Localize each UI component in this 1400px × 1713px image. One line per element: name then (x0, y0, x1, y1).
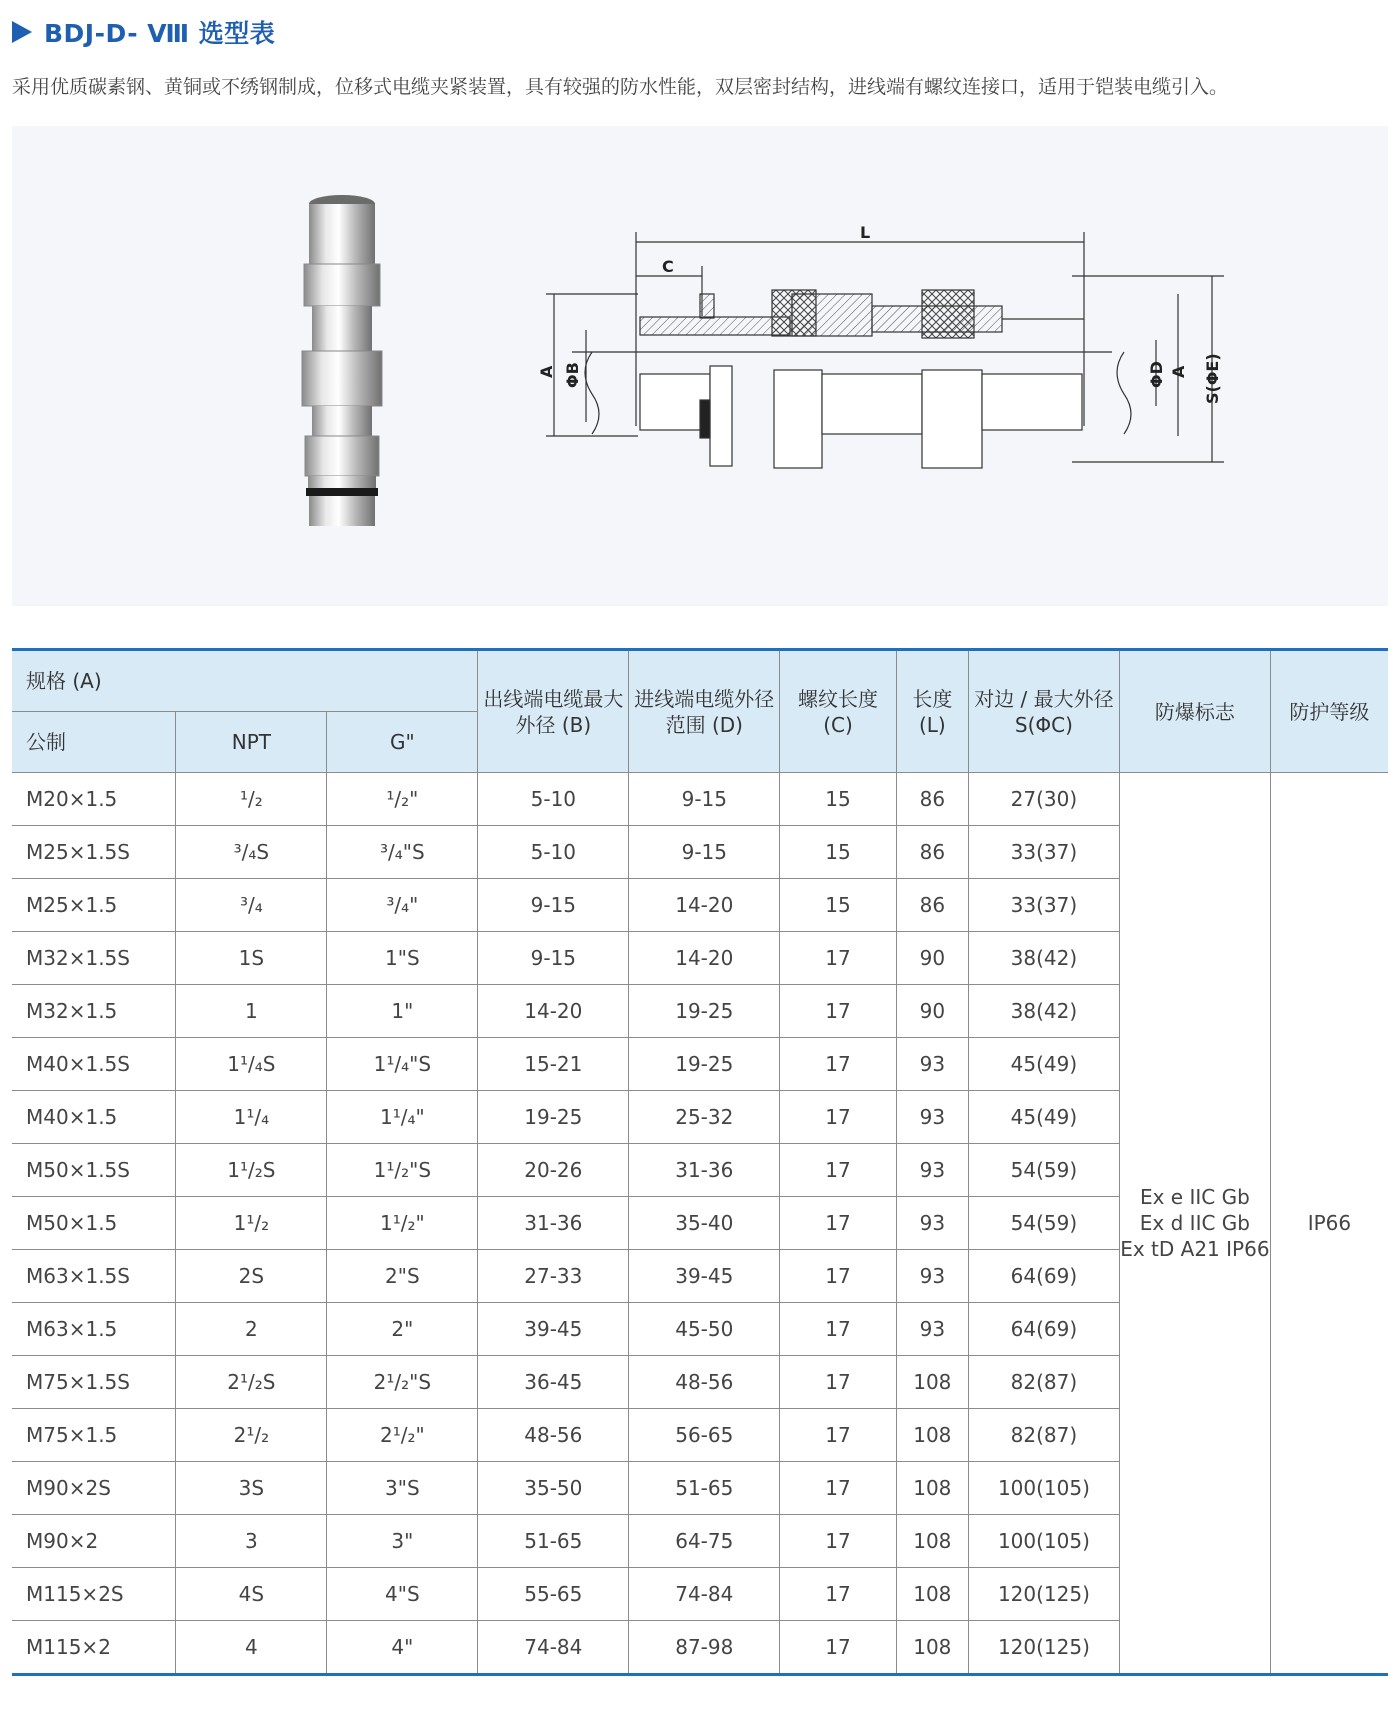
page-title: BDJ-D- Ⅷ 选型表 (44, 19, 276, 48)
selection-table (12, 648, 1388, 1676)
cell-c: 17 (780, 1515, 896, 1568)
label-A-right: A (1169, 365, 1188, 378)
cell-b: 5-10 (478, 773, 629, 826)
cell-l: 108 (896, 1621, 968, 1675)
cell-metric: M63×1.5S (12, 1250, 176, 1303)
label-D: ΦD (1147, 361, 1166, 388)
header-c: 螺纹长度 (C) (780, 650, 896, 773)
label-C: C (662, 257, 674, 276)
cell-b: 51-65 (478, 1515, 629, 1568)
cell-l: 90 (896, 932, 968, 985)
header-g: G" (327, 712, 478, 773)
marking-line: Ex d IIC Gb (1139, 1211, 1250, 1235)
cell-c: 17 (780, 1144, 896, 1197)
cell-g: 1¹/₂" (327, 1197, 478, 1250)
cell-g: 2¹/₂" (327, 1409, 478, 1462)
cell-l: 93 (896, 1144, 968, 1197)
cell-l: 108 (896, 1356, 968, 1409)
cell-npt: 4S (176, 1568, 327, 1621)
cell-c: 17 (780, 1303, 896, 1356)
header-b: 出线端电缆最大外径 (B) (478, 650, 629, 773)
cell-npt: 1 (176, 985, 327, 1038)
cell-l: 108 (896, 1515, 968, 1568)
cell-l: 108 (896, 1568, 968, 1621)
cell-s: 64(69) (968, 1250, 1119, 1303)
cell-d: 74-84 (629, 1568, 780, 1621)
product-figure-panel (12, 126, 1388, 606)
cell-d: 51-65 (629, 1462, 780, 1515)
cell-l: 93 (896, 1197, 968, 1250)
cell-d: 19-25 (629, 985, 780, 1038)
section-heading (12, 14, 275, 50)
cell-l: 108 (896, 1409, 968, 1462)
cell-c: 17 (780, 1038, 896, 1091)
cell-g: 1¹/₄" (327, 1091, 478, 1144)
cell-c: 17 (780, 1462, 896, 1515)
cell-npt: 4 (176, 1621, 327, 1675)
cell-l: 86 (896, 879, 968, 932)
cell-d: 9-15 (629, 773, 780, 826)
cell-npt: 1¹/₂ (176, 1197, 327, 1250)
explosion-marking-cell (1119, 773, 1270, 1675)
cell-g: ¹/₂" (327, 773, 478, 826)
cell-c: 17 (780, 1621, 896, 1675)
cell-d: 48-56 (629, 1356, 780, 1409)
cell-l: 86 (896, 773, 968, 826)
cell-d: 56-65 (629, 1409, 780, 1462)
cell-s: 82(87) (968, 1409, 1119, 1462)
cell-metric: M25×1.5 (12, 879, 176, 932)
cell-b: 36-45 (478, 1356, 629, 1409)
cell-s: 120(125) (968, 1568, 1119, 1621)
cell-g: 2" (327, 1303, 478, 1356)
cell-g: ³/₄"S (327, 826, 478, 879)
cell-g: 4"S (327, 1568, 478, 1621)
cell-g: 1"S (327, 932, 478, 985)
label-B: ΦB (563, 362, 582, 388)
cell-metric: M40×1.5S (12, 1038, 176, 1091)
cell-metric: M90×2 (12, 1515, 176, 1568)
header-ip: 防护等级 (1270, 650, 1388, 773)
cell-g: 2¹/₂"S (327, 1356, 478, 1409)
cell-c: 17 (780, 1197, 896, 1250)
cell-npt: ³/₄ (176, 879, 327, 932)
cell-b: 15-21 (478, 1038, 629, 1091)
cell-g: 2"S (327, 1250, 478, 1303)
cell-b: 55-65 (478, 1568, 629, 1621)
cell-b: 14-20 (478, 985, 629, 1038)
cell-d: 25-32 (629, 1091, 780, 1144)
cell-metric: M115×2 (12, 1621, 176, 1675)
cell-metric: M115×2S (12, 1568, 176, 1621)
cell-b: 19-25 (478, 1091, 629, 1144)
cell-npt: 1¹/₂S (176, 1144, 327, 1197)
cell-g: 1¹/₂"S (327, 1144, 478, 1197)
cell-npt: 2¹/₂S (176, 1356, 327, 1409)
cell-npt: 3S (176, 1462, 327, 1515)
header-d: 进线端电缆外径范围 (D) (629, 650, 780, 773)
cell-d: 64-75 (629, 1515, 780, 1568)
cell-g: 3"S (327, 1462, 478, 1515)
cell-c: 17 (780, 1250, 896, 1303)
protection-grade-cell: IP66 (1270, 773, 1388, 1675)
cell-l: 93 (896, 1303, 968, 1356)
cell-npt: 1S (176, 932, 327, 985)
cell-b: 48-56 (478, 1409, 629, 1462)
cell-g: ³/₄" (327, 879, 478, 932)
cell-s: 100(105) (968, 1515, 1119, 1568)
cell-l: 108 (896, 1462, 968, 1515)
cell-d: 35-40 (629, 1197, 780, 1250)
cell-npt: 1¹/₄S (176, 1038, 327, 1091)
cell-d: 39-45 (629, 1250, 780, 1303)
cell-c: 17 (780, 1409, 896, 1462)
cell-metric: M32×1.5S (12, 932, 176, 985)
cell-g: 1" (327, 985, 478, 1038)
cell-c: 17 (780, 1568, 896, 1621)
cell-l: 90 (896, 985, 968, 1038)
cell-s: 38(42) (968, 932, 1119, 985)
cell-d: 87-98 (629, 1621, 780, 1675)
cell-metric: M63×1.5 (12, 1303, 176, 1356)
cell-b: 20-26 (478, 1144, 629, 1197)
cell-b: 9-15 (478, 879, 629, 932)
header-s: 对边 / 最大外径 S(ΦC) (968, 650, 1119, 773)
product-description: 采用优质碳素钢、黄铜或不绣钢制成，位移式电缆夹紧装置，具有较强的防水性能，双层密封结构，进线端有螺纹连接口，适用于铠装电缆引入。 (12, 76, 1229, 98)
header-l: 长度 (L) (896, 650, 968, 773)
marking-line: Ex e IIC Gb (1139, 1185, 1250, 1209)
cell-metric: M40×1.5 (12, 1091, 176, 1144)
marking-line: Ex tD A21 IP66 (1120, 1237, 1270, 1261)
cell-l: 93 (896, 1091, 968, 1144)
cell-c: 15 (780, 879, 896, 932)
cell-s: 33(37) (968, 879, 1119, 932)
cell-d: 9-15 (629, 826, 780, 879)
cell-metric: M75×1.5 (12, 1409, 176, 1462)
header-ex: 防爆标志 (1119, 650, 1270, 773)
cell-npt: 2¹/₂ (176, 1409, 327, 1462)
cell-c: 15 (780, 773, 896, 826)
cell-s: 54(59) (968, 1144, 1119, 1197)
cell-npt: 3 (176, 1515, 327, 1568)
cell-s: 64(69) (968, 1303, 1119, 1356)
cell-b: 27-33 (478, 1250, 629, 1303)
header-metric: 公制 (12, 712, 176, 773)
header-spec: 规格 (A) (12, 650, 478, 712)
cell-metric: M90×2S (12, 1462, 176, 1515)
cell-metric: M75×1.5S (12, 1356, 176, 1409)
cell-c: 17 (780, 1091, 896, 1144)
table-row (12, 773, 1388, 826)
label-L: L (860, 223, 871, 242)
cell-d: 14-20 (629, 932, 780, 985)
cell-d: 45-50 (629, 1303, 780, 1356)
label-S: S(ΦE) (1203, 353, 1222, 404)
cell-l: 93 (896, 1250, 968, 1303)
cell-metric: M50×1.5S (12, 1144, 176, 1197)
cell-s: 33(37) (968, 826, 1119, 879)
cell-b: 31-36 (478, 1197, 629, 1250)
cell-s: 45(49) (968, 1091, 1119, 1144)
cell-c: 17 (780, 932, 896, 985)
cell-d: 19-25 (629, 1038, 780, 1091)
cell-b: 35-50 (478, 1462, 629, 1515)
cell-metric: M50×1.5 (12, 1197, 176, 1250)
cell-c: 17 (780, 1356, 896, 1409)
cell-b: 39-45 (478, 1303, 629, 1356)
cell-metric: M20×1.5 (12, 773, 176, 826)
cell-npt: 1¹/₄ (176, 1091, 327, 1144)
cell-c: 15 (780, 826, 896, 879)
cell-g: 1¹/₄"S (327, 1038, 478, 1091)
cell-d: 14-20 (629, 879, 780, 932)
cell-s: 54(59) (968, 1197, 1119, 1250)
cell-c: 17 (780, 985, 896, 1038)
cell-metric: M25×1.5S (12, 826, 176, 879)
cell-s: 38(42) (968, 985, 1119, 1038)
cell-b: 74-84 (478, 1621, 629, 1675)
cell-npt: ³/₄S (176, 826, 327, 879)
cell-s: 27(30) (968, 773, 1119, 826)
cell-l: 93 (896, 1038, 968, 1091)
header-npt: NPT (176, 712, 327, 773)
cell-s: 45(49) (968, 1038, 1119, 1091)
cell-b: 9-15 (478, 932, 629, 985)
cell-g: 3" (327, 1515, 478, 1568)
cell-s: 100(105) (968, 1462, 1119, 1515)
cell-d: 31-36 (629, 1144, 780, 1197)
cell-npt: 2S (176, 1250, 327, 1303)
cell-b: 5-10 (478, 826, 629, 879)
cell-npt: ¹/₂ (176, 773, 327, 826)
cell-metric: M32×1.5 (12, 985, 176, 1038)
cell-npt: 2 (176, 1303, 327, 1356)
cell-s: 120(125) (968, 1621, 1119, 1675)
label-A-left: A (537, 365, 556, 378)
dimension-drawing (12, 126, 1388, 606)
cell-l: 86 (896, 826, 968, 879)
triangle-bullet-icon (12, 21, 32, 43)
cell-g: 4" (327, 1621, 478, 1675)
cell-s: 82(87) (968, 1356, 1119, 1409)
